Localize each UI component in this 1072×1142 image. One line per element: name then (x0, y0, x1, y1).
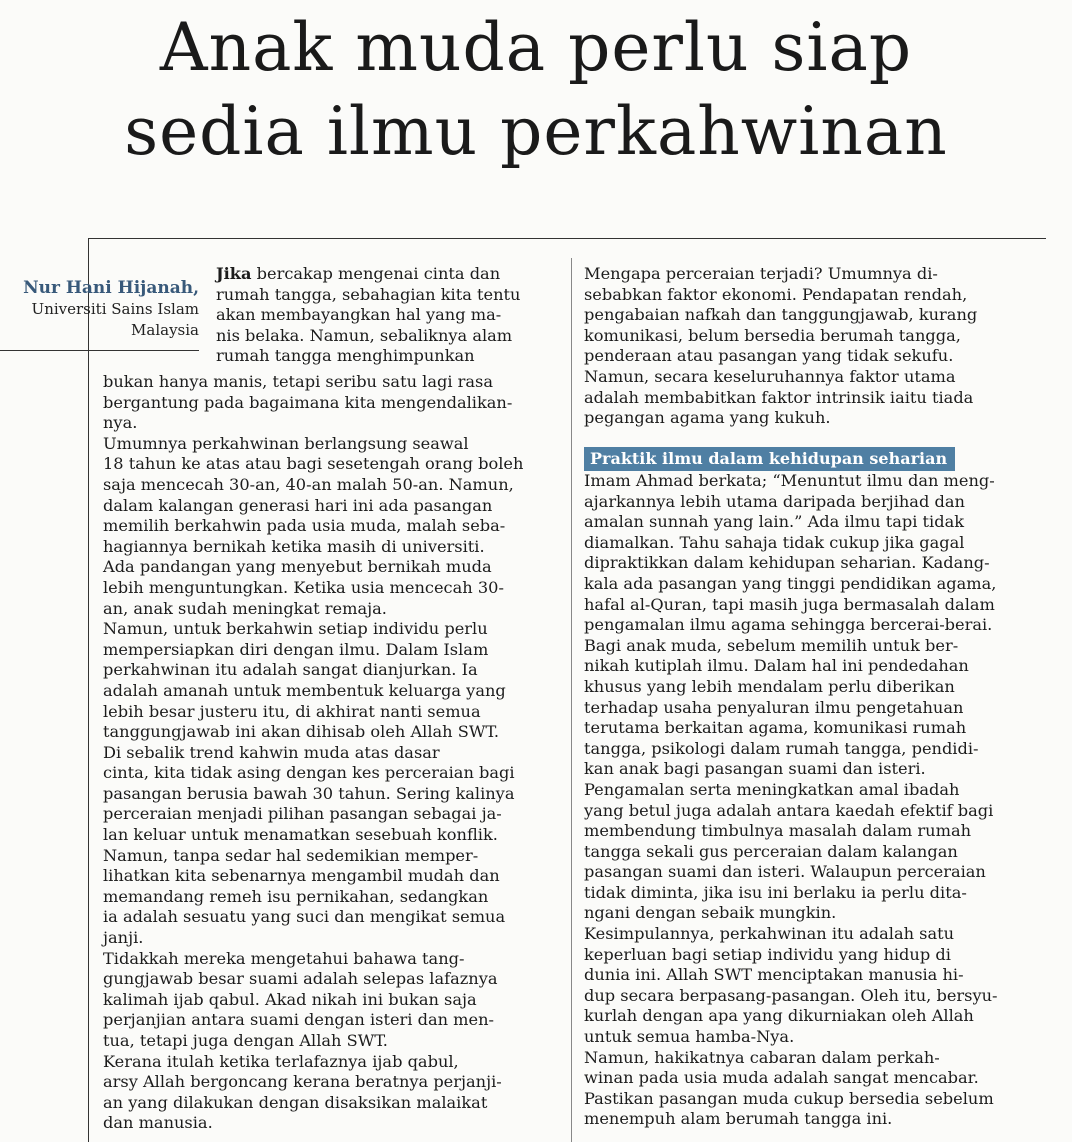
text-line: janji. (103, 928, 144, 948)
text-line: penderaan atau pasangan yang tidak sekufu. (584, 346, 954, 366)
text-line: adalah amanah untuk membentuk keluarga yang (103, 680, 506, 700)
text-line: kalimah ijab qabul. Akad nikah ini bukan saja (103, 989, 477, 1009)
text-line: lan keluar untuk menamatkan sesebuah konflik. (103, 825, 498, 845)
text-line: Pengamalan serta meningkatkan amal ibadah (584, 779, 960, 799)
text-line: membendung timbulnya masalah dalam rumah (584, 821, 972, 841)
text-line-rest: bercakap mengenai cinta dan (251, 264, 501, 283)
author-affiliation: Universiti Sains Islam (31, 300, 199, 318)
text-line: Kesimpulannya, perkahwinan itu adalah satu (584, 924, 955, 944)
text-line: dup secara berpasang-pasangan. Oleh itu, bersyu- (584, 985, 998, 1005)
text-line: keperluan bagi setiap individu yang hidup di (584, 944, 951, 964)
text-line: nis belaka. Namun, sebaliknya alam (216, 325, 513, 345)
column-2-top (584, 264, 977, 429)
text-line: Namun, hakikatnya cabaran dalam perkah- (584, 1047, 940, 1067)
text-line: arsy Allah bergoncang kerana beratnya perjanji- (103, 1072, 502, 1092)
headline-line: Anak muda perlu siap (159, 9, 913, 86)
text-line: diamalkan. Tahu sahaja tidak cukup jika gagal (584, 532, 965, 552)
text-line: pasangan suami dan isteri. Walaupun perceraian (584, 862, 986, 882)
text-line (216, 264, 520, 285)
text-line: terhadap usaha penyaluran ilmu pengetahuan (584, 697, 964, 717)
text-line: pengabaian nafkah dan tanggungjawab, kurang (584, 305, 978, 325)
column-2-body (584, 471, 998, 1130)
text-line: lebih besar justeru itu, di akhirat nanti semua (103, 701, 481, 721)
text-line: kurlah dengan apa yang dikurniakan oleh Allah (584, 1006, 974, 1026)
text-line: memilih berkahwin pada usia muda, malah seba- (103, 516, 506, 536)
text-line: rumah tangga, sebahagian kita tentu (216, 284, 521, 304)
text-line: lihatkan kita sebenarnya mengambil mudah dan (103, 866, 500, 886)
text-line: cinta, kita tidak asing dengan kes perceraian bagi (103, 763, 515, 783)
article-headline (0, 0, 1072, 174)
text-line: bergantung pada bagaimana kita mengendalikan- (103, 392, 513, 412)
text-line: nikah kutiplah ilmu. Dalam hal ini pendedahan (584, 656, 969, 676)
author-name: Nur Hani Hijanah, (23, 278, 199, 298)
byline (0, 268, 199, 351)
section-subheading: Praktik ilmu dalam kehidupan seharian (584, 447, 955, 471)
text-line: tidak diminta, jika isu ini berlaku ia perlu dita- (584, 882, 967, 902)
text-line: saja mencecah 30-an, 40-an malah 50-an. Namun, (103, 474, 514, 494)
text-line: nya. (103, 413, 138, 433)
text-line: an, anak sudah meningkat remaja. (103, 598, 387, 618)
text-line: tangga, psikologi dalam rumah tangga, pendidi- (584, 738, 979, 758)
text-line: ajarkannya lebih utama daripada berjihad dan (584, 491, 965, 511)
text-line: Pastikan pasangan muda cukup bersedia sebelum (584, 1088, 994, 1108)
column-1-intro (216, 264, 520, 367)
text-line: akan membayangkan hal yang ma- (216, 305, 502, 325)
text-line: tangga sekali gus perceraian dalam kalangan (584, 841, 958, 861)
text-line: dunia ini. Allah SWT menciptakan manusia hi- (584, 965, 964, 985)
author-affiliation: Malaysia (131, 321, 199, 339)
text-line: amalan sunnah yang lain.” Ada ilmu tapi tidak (584, 512, 965, 532)
text-line: pasangan berusia bawah 30 tahun. Sering kalinya (103, 783, 515, 803)
text-line: sebabkan faktor ekonomi. Pendapatan rendah, (584, 284, 968, 304)
text-line: dan manusia. (103, 1113, 213, 1133)
text-line: Namun, untuk berkahwin setiap individu perlu (103, 619, 488, 639)
text-line: Di sebalik trend kahwin muda atas dasar (103, 742, 440, 762)
text-line: pengamalan ilmu agama sehingga bercerai-berai. (584, 615, 993, 635)
text-line: lebih menguntungkan. Ketika usia mencecah 30- (103, 577, 504, 597)
text-line: mempersiapkan diri dengan ilmu. Dalam Islam (103, 639, 489, 659)
text-line: memandang remeh isu pernikahan, sedangkan (103, 886, 489, 906)
text-line: Tidakkah mereka mengetahui bahawa tang- (103, 948, 465, 968)
text-line: hafal al-Quran, tapi masih juga bermasalah dalam (584, 594, 995, 614)
text-line: Ada pandangan yang menyebut bernikah muda (103, 557, 492, 577)
text-line: pegangan agama yang kukuh. (584, 408, 831, 428)
text-line: 18 tahun ke atas atau bagi sesetengah orang boleh (103, 454, 524, 474)
headline-line: sedia ilmu perkahwinan (124, 93, 948, 170)
text-line: perjanjian antara suami dengan isteri dan men- (103, 1010, 495, 1030)
text-line: Mengapa perceraian terjadi? Umumnya di- (584, 264, 938, 283)
text-line: Namun, secara keseluruhannya faktor utama (584, 366, 956, 386)
text-line: terutama berkaitan agama, komunikasi rumah (584, 718, 967, 738)
text-line: winan pada usia muda adalah sangat mencabar. (584, 1068, 979, 1088)
lead-word: Jika (216, 264, 252, 283)
text-line: yang betul juga adalah antara kaedah efektif bagi (584, 800, 994, 820)
text-line: perceraian menjadi pilihan pasangan sebagai ja- (103, 804, 502, 824)
text-line: ia adalah sesuatu yang suci dan mengikat semua (103, 907, 506, 927)
text-line: tanggungjawab ini akan dihisab oleh Allah SWT. (103, 722, 500, 742)
text-line: perkahwinan itu adalah sangat dianjurkan. Ia (103, 660, 478, 680)
text-line: kan anak bagi pasangan suami dan isteri. (584, 759, 926, 779)
text-line: Kerana itulah ketika terlafaznya ijab qabul, (103, 1051, 459, 1071)
text-line: an yang dilakukan dengan disaksikan malaikat (103, 1092, 488, 1112)
text-line: komunikasi, belum bersedia berumah tangga, (584, 325, 961, 345)
text-line: menempuh alam berumah tangga ini. (584, 1109, 893, 1129)
text-line: Umumnya perkahwinan berlangsung seawal (103, 433, 469, 453)
text-line: Bagi anak muda, sebelum memilih untuk ber- (584, 635, 959, 655)
text-line: dalam kalangan generasi hari ini ada pasangan (103, 495, 493, 515)
text-line: tua, tetapi juga dengan Allah SWT. (103, 1031, 388, 1050)
text-line: ngani dengan sebaik mungkin. (584, 903, 837, 923)
frame-rule-left (88, 238, 89, 1142)
text-line: bukan hanya manis, tetapi seribu satu lagi rasa (103, 372, 494, 391)
text-line: khusus yang lebih mendalam perlu diberikan (584, 676, 955, 696)
text-line: rumah tangga menghimpunkan (216, 346, 475, 366)
text-line: gungjawab besar suami adalah selepas lafaznya (103, 969, 498, 989)
text-line: hagiannya bernikah ketika masih di universiti. (103, 536, 485, 556)
column-divider (571, 258, 572, 1142)
text-line: Imam Ahmad berkata; “Menuntut ilmu dan meng- (584, 471, 995, 490)
text-line: dipraktikkan dalam kehidupan seharian. Kadang- (584, 553, 990, 573)
frame-rule-top (88, 238, 1046, 239)
column-1-body (103, 372, 523, 1134)
text-line: adalah membabitkan faktor intrinsik iaitu tiada (584, 387, 974, 407)
text-line: kala ada pasangan yang tinggi pendidikan agama, (584, 573, 997, 593)
text-line: untuk semua hamba-Nya. (584, 1027, 795, 1047)
text-line: Namun, tanpa sedar hal sedemikian memper- (103, 845, 479, 865)
